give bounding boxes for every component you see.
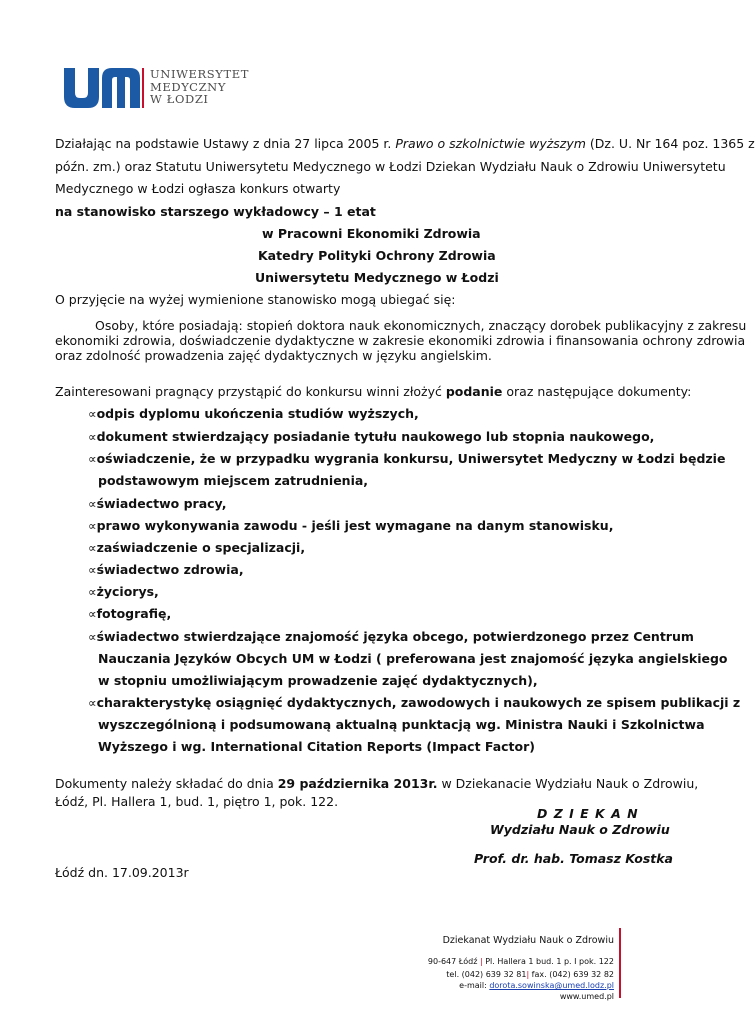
eligibility-line-2: ekonomiki zdrowia, doświadczenie dydaktyczne w zakresie ekonomiki zdrowia i finansowania ochrony zdrowia [55,333,746,348]
position-unit-1: w Pracowni Ekonomiki Zdrowia [262,226,481,241]
list-item: ∝świadectwo pracy, [88,496,227,511]
logo-line-3: W ŁODZI [150,92,209,106]
position-unit-2: Katedry Polityki Ochrony Zdrowia [258,248,496,263]
eligibility-line-3: oraz zdolność prowadzenia zajęć dydaktycznych w języku angielskim. [55,348,492,363]
list-item-continuation: podstawowym miejscem zatrudnienia, [98,473,369,488]
list-item: ∝prawo wykonywania zawodu - jeśli jest wymagane na danym stanowisku, [88,518,614,533]
list-item: ∝oświadczenie, że w przypadku wygrania konkursu, Uniwersytet Medyczny w Łodzi będzie [88,451,726,466]
bullet-icon: ∝ [88,430,97,444]
footer-phone: tel. (042) 639 32 81| fax. (042) 639 32 82 [446,970,614,979]
signature-name: Prof. dr. hab. Tomasz Kostka [474,851,673,866]
documents-intro: Zainteresowani pragnący przystąpić do konkursu winni złożyć podanie oraz następujące dokumenty: [55,384,692,399]
list-item: ∝fotografię, [88,606,172,621]
list-item-continuation: w stopniu umożliwiającym prowadzenie zajęć dydaktycznych), [98,673,538,688]
list-item: ∝świadectwo stwierdzające znajomość języka obcego, potwierdzonego przez Centrum [88,629,694,644]
bullet-icon: ∝ [88,563,97,577]
application-label: podanie [445,384,503,399]
list-item: ∝charakterystykę osiągnięć dydaktycznych, zawodowych i naukowych ze spisem publikacji z [88,695,741,710]
footer-website[interactable]: www.umed.pl [559,992,614,1001]
logo-line-1: UNIWERSYTET [150,67,249,81]
email-link[interactable]: dorota.sowinska@umed.lodz.pl [489,981,614,990]
eligibility-heading: O przyjęcie na wyżej wymienione stanowisko mogą ubiegać się: [55,292,456,307]
deadline-date: 29 października 2013r. [277,776,438,791]
university-logo [62,68,262,112]
signature-unit: Wydziału Nauk o Zdrowiu [490,822,670,837]
deadline-line-2: Łódź, Pl. Hallera 1, bud. 1, piętro 1, pok. 122. [55,794,339,809]
footer-email: e-mail: dorota.sowinska@umed.lodz.pl [459,981,614,990]
intro-line-1 [55,136,755,151]
intro-text-a: Działając na podstawie Ustawy z dnia 27 lipca 2005 r. [55,136,396,151]
list-item: ∝zaświadczenie o specjalizacji, [88,540,306,555]
logo-line-2: MEDYCZNY [150,79,227,94]
list-item: ∝dokument stwierdzający posiadanie tytułu naukowego lub stopnia naukowego, [88,429,655,444]
footer-address: 90-647 Łódź | Pl. Hallera 1 bud. 1 p. I pok. 122 [427,957,614,966]
position-title: na stanowisko starszego wykładowcy – 1 etat [55,204,376,219]
bullet-icon: ∝ [88,541,97,555]
list-item-continuation: wyszczególnioną i podsumowaną aktualną punktacją wg. Ministra Nauki i Szkolnictwa [98,717,705,732]
eligibility-line-1: Osoby, które posiadają: stopień doktora nauk ekonomicznych, znaczący dorobek publikacyjny z zakresu [95,318,747,333]
bullet-icon: ∝ [88,452,97,466]
bullet-icon: ∝ [88,696,97,710]
footer-accent-bar [619,928,621,998]
list-item: ∝odpis dyplomu ukończenia studiów wyższych, [88,406,419,421]
intro-line-2: późn. zm.) oraz Statutu Uniwersytetu Medycznego w Łodzi Dziekan Wydziału Nauk o Zdrowiu Uniwersytetu [55,159,726,174]
signature-title: D Z I E K A N [537,806,639,821]
bullet-icon: ∝ [88,585,97,599]
date-place: Łódź dn. 17.09.2013r [55,865,189,880]
footer-separator: | [526,970,530,979]
bullet-icon: ∝ [88,497,97,511]
law-title: Prawo o szkolnictwie wyższym [395,136,586,151]
footer-office: Dziekanat Wydziału Nauk o Zdrowiu [442,935,614,946]
intro-line-3: Medycznego w Łodzi ogłasza konkurs otwarty [55,181,341,196]
intro-text-b: (Dz. U. Nr 164 poz. 1365 z [585,136,755,151]
list-item: ∝świadectwo zdrowia, [88,562,244,577]
list-item: ∝życiorys, [88,584,159,599]
logo-divider [142,68,144,108]
position-unit-3: Uniwersytetu Medycznego w Łodzi [255,270,499,285]
bullet-icon: ∝ [88,607,97,621]
logo-wordmark [150,68,249,106]
bullet-icon: ∝ [88,407,97,421]
bullet-icon: ∝ [88,630,97,644]
deadline-line-1: Dokumenty należy składać do dnia 29 października 2013r. w Dziekanacie Wydziału Nauk o Zdrowiu, [55,776,699,791]
list-item-continuation: Wyższego i wg. International Citation Reports (Impact Factor) [98,739,535,754]
um-logo-mark-icon [62,68,140,108]
list-item-continuation: Nauczania Języków Obcych UM w Łodzi ( preferowana jest znajomość języka angielskiego [98,651,728,666]
footer-separator: | [479,957,483,966]
bullet-icon: ∝ [88,519,97,533]
